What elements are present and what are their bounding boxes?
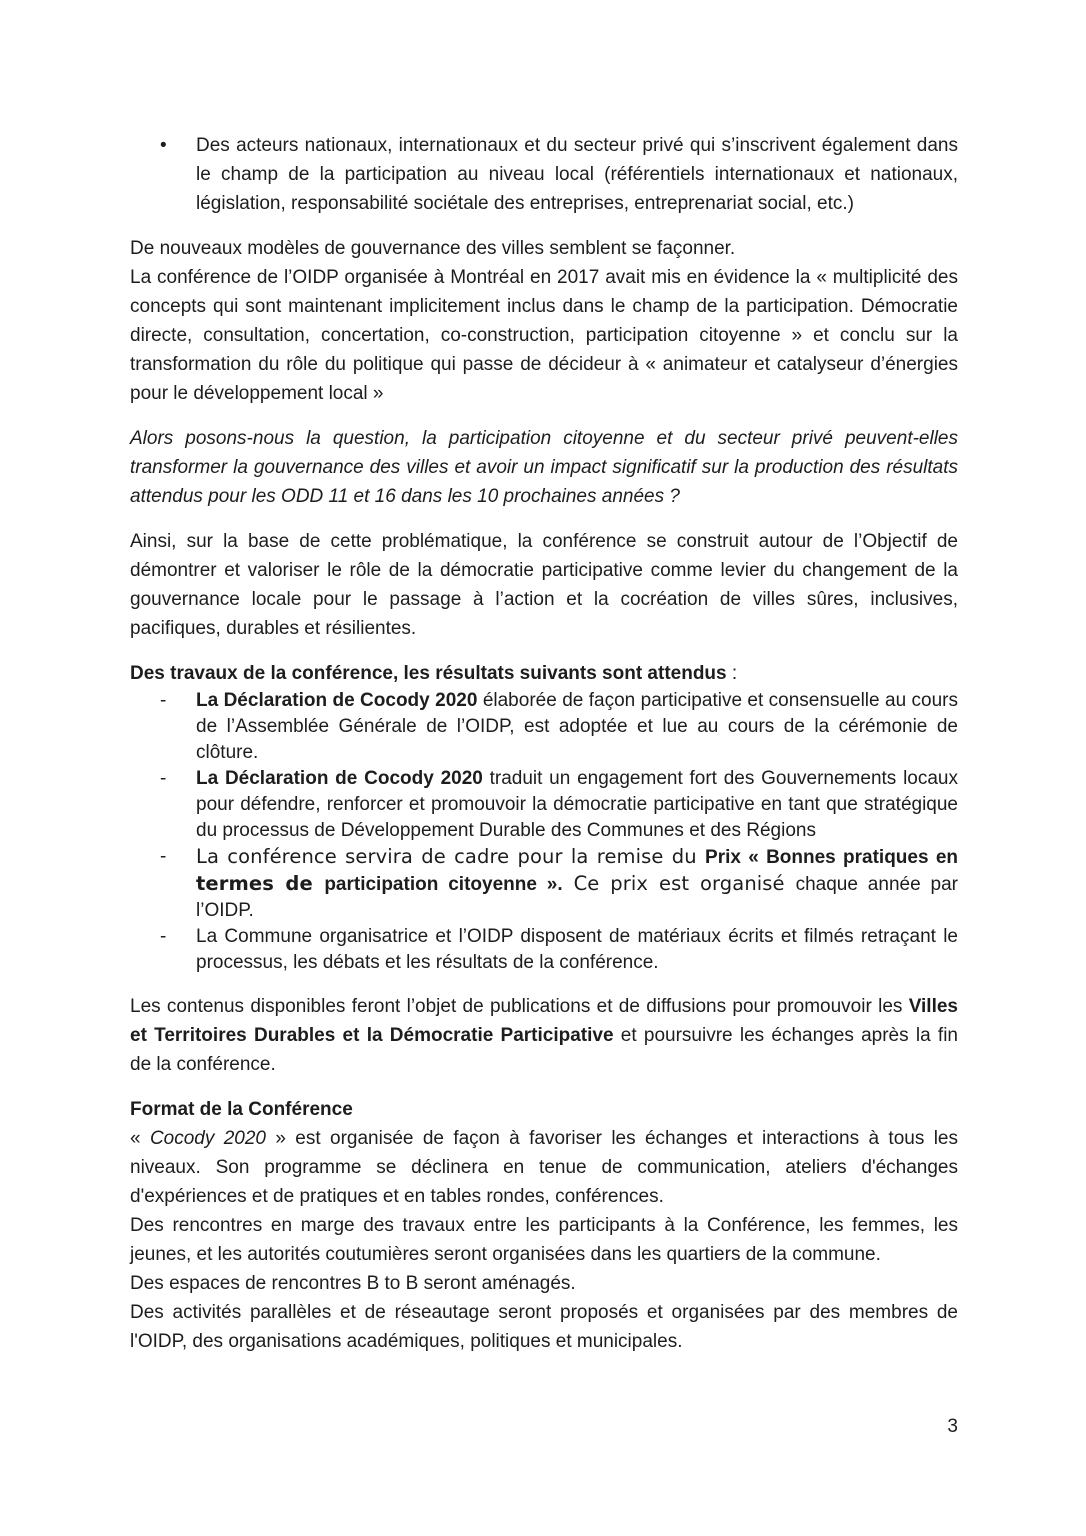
- text-run: Des activités parallèles et de réseautage seront proposés et organisées par des membres de l'OIDP, des organisations académiques, politiques et municipales.: [130, 1302, 958, 1352]
- dash-item: [130, 766, 958, 844]
- text-run: Ainsi, sur la base de cette problématique, la conférence se construit autour de l’Objectif de démontrer et valoriser le rôle de la démocratie participative comme levier du changement de la gouvernance locale pour le passage à l’action et la cocréation de villes sûres, inclusives, pacifiques, durables et résilientes.: [130, 531, 958, 639]
- blank-line: [130, 408, 958, 424]
- text-run: participation citoyenne ».: [324, 874, 563, 895]
- text-run: De nouveaux modèles de gouvernance des villes semblent se façonner.: [130, 238, 736, 259]
- blank-line: [130, 218, 958, 234]
- dash-item: [130, 844, 958, 924]
- bullet-item: [130, 131, 958, 218]
- paragraph: [130, 263, 958, 408]
- dash-marker-icon: -: [160, 690, 167, 711]
- text-run: Ce prix est organisé: [562, 872, 796, 895]
- text-run: La Commune organisatrice et l’OIDP disposent de matériaux écrits et filmés retraçant le processus, les débats et les résultats de la conférence.: [196, 926, 958, 973]
- document-blocks: [130, 131, 958, 1356]
- paragraph: [130, 424, 958, 511]
- dash-item: [130, 924, 958, 976]
- text-run: » est organisée de façon à favoriser les échanges et interactions à tous les niveaux. Son programme se déclinera en tenue de communication, ateliers d'échanges d'expériences et de pratiques et en tables rondes, conférences.: [130, 1128, 958, 1207]
- text-run: Cocody 2020: [149, 1128, 266, 1149]
- blank-line: [130, 1079, 958, 1095]
- text-run: termes de: [196, 872, 325, 895]
- bullet-marker-icon: •: [160, 135, 167, 156]
- blank-line: [130, 643, 958, 659]
- dash-marker-icon: -: [160, 846, 167, 867]
- text-run: Format de la Conférence: [130, 1099, 353, 1120]
- text-run: Prix « Bonnes pratiques en: [705, 847, 958, 868]
- text-run: Des espaces de rencontres B to B seront aménagés.: [130, 1273, 576, 1294]
- text-run: élaborée de façon participative et consensuelle au cours de l’Assemblée Générale de l’OIDP, est adoptée et lue au cours de la cérémonie de clôture.: [196, 690, 959, 763]
- dash-item: [130, 688, 958, 766]
- text-run: Des acteurs nationaux, internationaux et du secteur privé qui s’inscrivent également dans le champ de la participation au niveau local (référentiels internationaux et nationaux, législation, responsabilité sociétale des entreprises, entreprenariat social, etc.): [196, 135, 958, 214]
- text-run: et poursuivre les échanges après la fin de la conférence.: [130, 1025, 958, 1075]
- blank-line: [130, 511, 958, 527]
- text-run: La Déclaration de Cocody 2020: [196, 690, 478, 711]
- text-run: «: [130, 1128, 150, 1149]
- paragraph: [130, 1298, 958, 1356]
- blank-line: [130, 976, 958, 992]
- paragraph: [130, 1211, 958, 1269]
- section-heading: [130, 659, 958, 688]
- paragraph: [130, 992, 958, 1079]
- text-run: Des travaux de la conférence, les résultats suivants sont attendus: [130, 663, 727, 684]
- section-heading: [130, 1095, 958, 1124]
- text-run: Alors posons-nous la question, la participation citoyenne et du secteur privé peuvent-elles transformer la gouvernance des villes et avoir un impact significatif sur la production des résultats attendus pour les ODD 11 et 16 dans les 10 prochaines années ?: [130, 428, 958, 507]
- dash-marker-icon: -: [160, 926, 167, 947]
- text-run: Les contenus disponibles feront l’objet de publications et de diffusions pour promouvoir les: [130, 996, 909, 1017]
- text-run: traduit un engagement fort des Gouvernements locaux pour défendre, renforcer et promouvoir la démocratie participative en tant que stratégique du processus de Développement Durable des Communes et des Régions: [196, 768, 958, 841]
- text-run: La conférence de l’OIDP organisée à Montréal en 2017 avait mis en évidence la « multiplicité des concepts qui sont maintenant implicitement inclus dans le champ de la participation. Démocratie directe, consultation, concertation, co-construction, participation citoyenne » et conclu sur la transformation du rôle du politique qui passe de décideur à « animateur et catalyseur d’énergies pour le développement local »: [130, 267, 958, 404]
- paragraph: [130, 1269, 958, 1298]
- text-run: La conférence servira de cadre pour la remise du: [196, 845, 706, 868]
- paragraph: [130, 234, 958, 263]
- text-run: Villes et Territoires Durables et la Démocratie Participative: [130, 996, 958, 1046]
- page-number: 3: [947, 1416, 958, 1437]
- text-run: La Déclaration de Cocody 2020: [196, 768, 483, 789]
- dash-marker-icon: -: [160, 768, 167, 789]
- text-run: :: [726, 663, 738, 684]
- text-run: Des rencontres en marge des travaux entre les participants à la Conférence, les femmes, les jeunes, et les autorités coutumières seront organisées dans les quartiers de la commune.: [130, 1215, 958, 1265]
- text-run: chaque année par l’OIDP.: [196, 874, 959, 921]
- paragraph: [130, 527, 958, 643]
- paragraph: [130, 1124, 958, 1211]
